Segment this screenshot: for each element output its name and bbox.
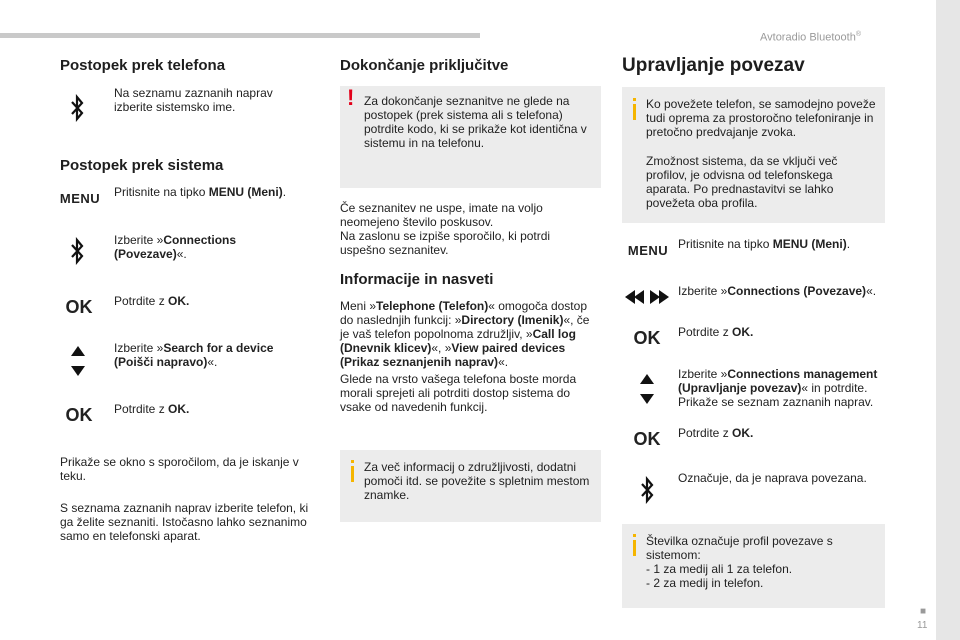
manage-step-5: Potrdite z OK. [678,426,754,440]
manage-step-2: Izberite »Connections (Povezave)«. [678,284,877,298]
heading-info-tips: Informacije in nasveti [340,271,494,288]
profile-list [646,562,878,590]
warning-box [340,86,601,188]
ok-button-icon: OK [65,404,93,425]
info-box-text: Za več informacij o združljivosti, dodatni pomoči itd. se povežite s spletnim mestom znamke. [364,460,590,502]
manage-step-4: Izberite »Connections management (Upravljanje povezav)« in potrdite. Prikaže se seznam zaznanih naprav. [678,367,878,409]
system-step-4: Izberite »Search for a device (Poišči napravo)«. [114,341,274,369]
info-box [340,450,601,522]
info-box [622,524,885,608]
pairing-success-text: Na zaslonu se izpiše sporočilo, ki potrdi uspešno seznanitev. [340,229,551,257]
page-marker: ■ [920,606,927,617]
pairing-fail-text: Če seznanitev ne uspe, imate na voljo neomejeno število poskusov. [340,201,543,229]
select-phone-text: S seznama zaznanih naprav izberite telefon, ki ga želite seznaniti. Istočasno lahko seznanimo samo en telefonski aparat. [60,501,309,543]
bluetooth-icon [66,236,88,266]
system-step-5: Potrdite z OK. [114,402,190,416]
system-step-3: Potrdite z OK. [114,294,190,308]
profiles-text: Zmožnost sistema, da se vključi več profilov, je odvisna od telefonskega aparata. Po prednastavitvi se lahko povežeta oba profila. [646,154,838,210]
info-box [622,87,885,223]
header-bar [0,33,480,38]
heading-phone-procedure: Postopek prek telefona [60,57,226,74]
heading-finish-connection: Dokončanje priključitve [340,57,509,74]
bluetooth-icon [636,475,658,505]
access-confirm-text: Glede na vrsto vašega telefona boste morda morali sprejeti ali potrditi dostop sistema do vsake od navedenih funkcij. [340,372,577,414]
menu-button-icon: MENU [59,190,101,206]
profile-number-text: Številka označuje profil povezave s sistemom: [646,534,833,562]
heading-system-procedure: Postopek prek sistema [60,157,224,174]
manage-step-1: Pritisnite na tipko MENU (Meni). [678,237,851,251]
warning-text: Za dokončanje seznanitve ne glede na postopek (prek sistema ali s telefona) potrdite kodo, ki se prikaže kot identična v sistemu in na telefonu. [364,94,587,150]
info-icon [351,466,354,482]
ok-button-icon: OK [633,428,661,449]
telephone-menu-text: Meni »Telephone (Telefon)« omogoča dostop do naslednjih funkcij: »Directory (Imenik)«, če je vaš telefon popolnoma združljiv, »Call log (Dnevnik klicev)«, »View paired devices (Prikaz seznanjenih naprav)«. [340,299,590,369]
seek-arrows-icon [624,287,670,307]
page-number: 11 [917,620,928,631]
system-step-1: Pritisnite na tipko MENU (Meni). [114,185,287,199]
ok-button-icon: OK [65,296,93,317]
section-title: Avtoradio Bluetooth® [760,31,861,44]
warning-icon: ! [347,85,355,110]
search-message-text: Prikaže se okno s sporočilom, da je iskanje v teku. [60,455,299,483]
list-item: - 2 za medij in telefon. [646,576,764,590]
manage-step-3: Potrdite z OK. [678,325,754,339]
up-down-arrows-icon [68,343,88,379]
heading-manage-connections: Upravljanje povezav [622,55,805,76]
bluetooth-icon [66,93,88,123]
info-icon [633,540,636,556]
device-connected-text: Označuje, da je naprava povezana. [678,471,867,485]
phone-step-text: Na seznamu zaznanih naprav izberite sistemsko ime. [114,86,273,114]
system-step-2: Izberite »Connections (Povezave)«. [114,233,237,261]
list-item: - 1 za medij ali 1 za telefon. [646,562,793,576]
up-down-arrows-icon [637,371,657,407]
auto-connect-text: Ko povežete telefon, se samodejno poveže tudi oprema za prostoročno telefoniranje in pretočno predvajanje zvoka. [646,97,876,139]
ok-button-icon: OK [633,327,661,348]
menu-button-icon: MENU [627,242,669,258]
info-icon [633,104,636,120]
page-side-bar [936,0,960,640]
